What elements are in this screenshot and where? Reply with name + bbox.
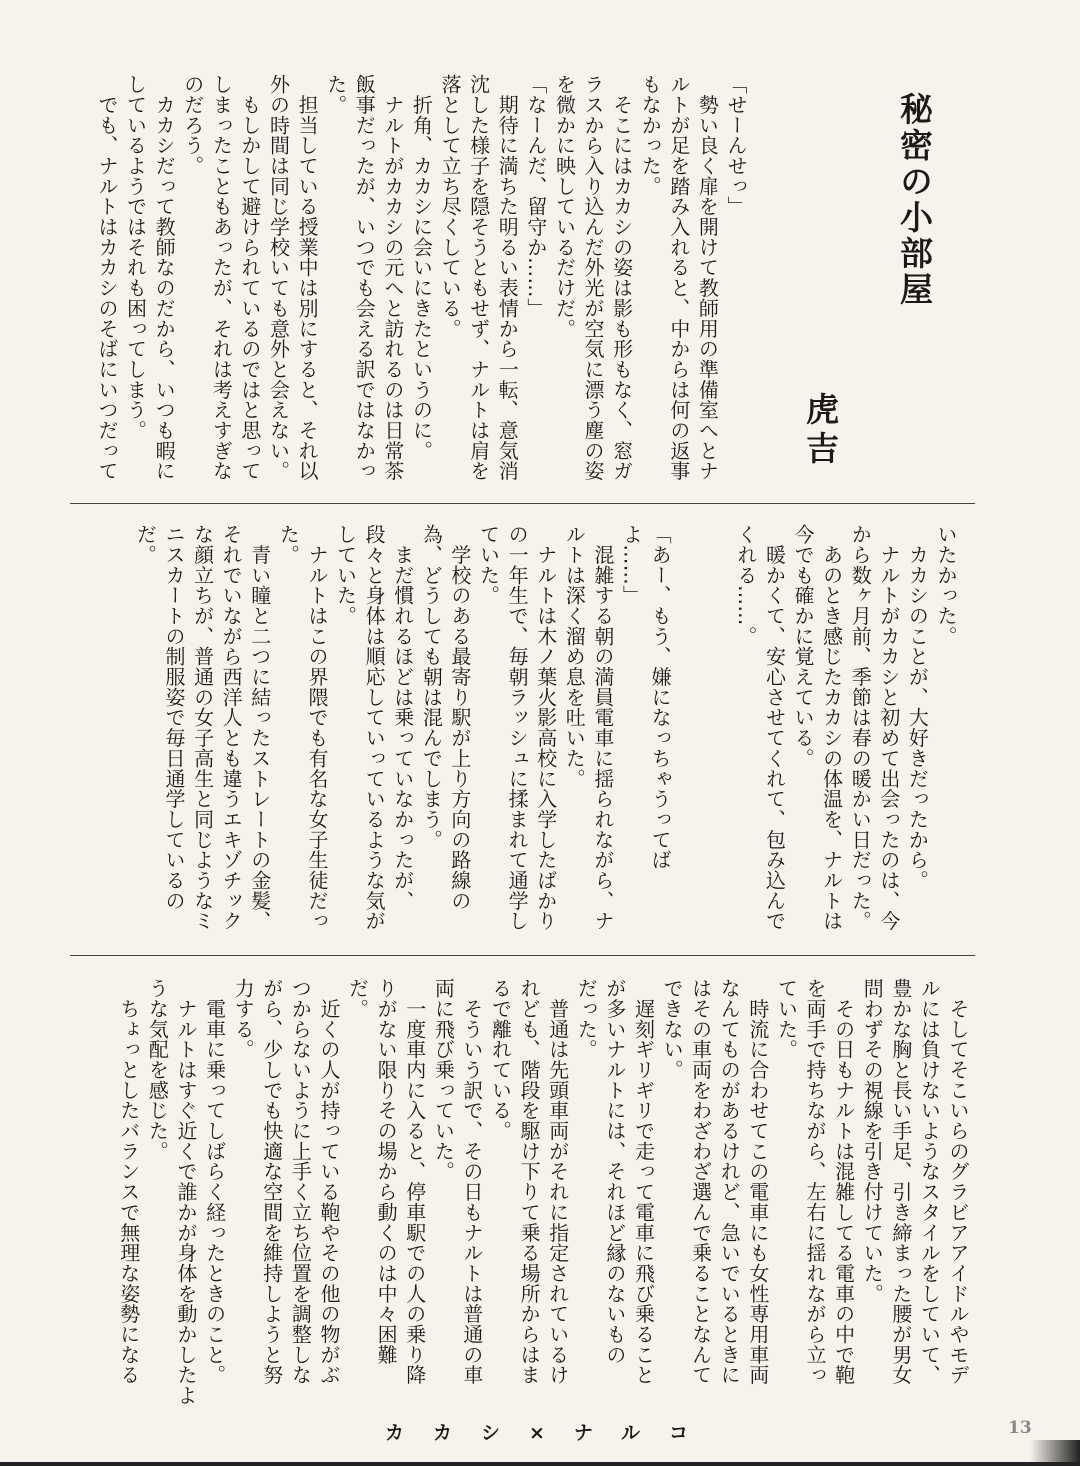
text-line: 為、どうしても朝は混んでしまう。 [419,524,444,850]
text-line: ていた。 [774,978,799,1060]
text-line: 一度車内に入ると、停車駅での人の乗り降 [402,978,427,1385]
text-line: 「あー、もう、嫌になっちゃうってば [648,524,673,870]
text-line: していた。 [333,524,358,626]
text-line: 遅刻ギリギリで走って電車に飛び乗ること [631,978,656,1385]
text-line: るで離れている。 [488,978,513,1141]
text-line: れども、階段を駆け下りて乗る場所からはま [517,978,542,1385]
text-line: それでいながら西洋人とも違うエキゾチック [219,524,244,931]
text-line: ナルトがカカシと初めて出会ったのは、今 [876,524,901,931]
text-line: ナルトは木ノ葉火影高校に入学したばかり [533,524,558,931]
text-line: なんてものがあるけれど、急いでいるときに [717,978,742,1385]
text-line: 暖かくて、安心させてくれて、包み込んで [762,524,787,931]
text-line: 折角、カカシに会いにきたというのに。 [409,74,434,461]
text-line: そういう訳で、その日もナルトは普通の車 [459,978,484,1385]
text-line: 外の時間は同じ学校いても意外と会えない。 [266,74,291,481]
text-line: 両に飛び乗っていた。 [431,978,456,1182]
text-line: 今でも確かに覚えている。 [791,524,816,769]
text-line: 近くの人が持っている鞄やその他の物がぶ [316,978,341,1385]
scan-bottom-edge [0,1462,1080,1466]
author-name: 虎吉 [801,392,840,470]
text-line: な顔立ちが、普通の女子高生と同じようなミ [190,524,215,931]
text-line: ルトが足を踏み入れると、中からは何の返事 [666,74,691,481]
text-line: もなかった。 [638,74,663,197]
text-line: を両手で持ちながら、左右に揺れながら立っ [803,978,828,1385]
text-line: 学校のある最寄り駅が上り方向の路線の [447,524,472,911]
text-line: だ。 [345,978,370,1019]
text-line: くれる……。 [733,524,758,647]
text-line: つからないように上手く立ち位置を調整しな [288,978,313,1385]
text-line: ナルトはすぐ近くで誰かが身体を動かしたよ [173,978,198,1406]
text-line: 落として立ち尽くしている。 [438,74,463,339]
section-divider [70,955,975,956]
text-line: から数ヶ月前、季節は春の暖かい日だった。 [848,524,873,931]
text-line: 飯事だったが、いつでも会える訳ではなかっ [352,74,377,481]
text-line: あのとき感じたカカシの体温を、ナルトは [819,524,844,931]
text-line: た。 [276,524,301,565]
text-line: その日もナルトは混雑してる電車の中で鞄 [831,978,856,1385]
text-line: 問わずその視線を引き付けていた。 [860,978,885,1304]
text-line: が多いナルトには、それほど縁のないもの [602,978,627,1365]
text-line: はその車両をわざわざ選んで乗ることなんて [688,978,713,1385]
text-section-middle [131,524,960,944]
text-line: 担当している授業中は別にすると、それ以 [295,74,320,481]
text-line: 混雑する朝の満員電車に揺られながら、ナ [590,524,615,931]
text-line: 豊かな胸と長い手足、引き締まった腰が男女 [888,978,913,1385]
text-line: そこにはカカシの姿は影も形もなく、窓ガ [609,74,634,481]
text-line: 普通は先頭車両がそれに指定されているけ [545,978,570,1385]
story-title: 秘密の小部屋 [895,92,934,308]
text-line: ラスから入り込んだ外光が空気に漂う塵の姿 [581,74,606,481]
text-line: もしかして避けられているのではと思って [237,74,262,481]
text-line: カカシだって教師なのだから、いつも暇に [152,74,177,481]
text-line: ナルトはこの界隈でも有名な女子生徒だっ [304,524,329,931]
text-line: だった。 [574,978,599,1060]
text-line: 時流に合わせてこの電車にも女性専用車両 [745,978,770,1385]
page-number: 13 [1008,1418,1032,1438]
text-line [674,524,703,944]
text-section-bottom [114,978,972,1406]
text-line: ナルトがカカシの元へと訪れるのは日常茶 [380,74,405,481]
text-line: ちょっとしたバランスで無理な姿勢になる [116,978,141,1385]
text-line: うな気配を感じた。 [145,978,170,1162]
section-divider [70,503,975,504]
text-line: できない。 [660,978,685,1080]
text-line: た。 [323,74,348,115]
footer-title: カカシ×ナルコ [385,1422,717,1444]
text-line: でも、ナルトはカカシのそばにいつだって [94,74,119,481]
text-line: だ。 [133,524,158,565]
text-line: を微かに映しているだけだ。 [552,74,577,339]
text-line: 沈した様子を隠そうともせず、ナルトは肩を [466,74,491,481]
text-line: ルには負けないようなスタイルをしていて、 [917,978,942,1385]
text-line: いたかった。 [934,524,958,647]
text-line: まだ慣れるほどは乗っていなかったが、 [390,524,415,911]
text-line: 「せーんせっ」 [724,74,748,217]
text-line: りがない限りその場から動くのは中々困難 [374,978,399,1365]
text-section-top [92,74,750,494]
text-line: 「なーんだ、留守か……」 [523,74,548,319]
text-line: ていた。 [476,524,501,606]
text-line: 段々と身体は順応していっているような気が [362,524,387,931]
text-line [703,524,732,944]
text-line: カカシのことが、大好きだったから。 [905,524,930,891]
text-line: 期待に満ちた明るい表情から一転、意気消 [495,74,520,481]
text-line: しているようではそれも困ってしまう。 [123,74,148,441]
text-line: がら、少しでも快適な空間を維持しようと努 [259,978,284,1385]
text-line: の一年生で、毎朝ラッシュに揉まれて通学し [505,524,530,931]
text-line: 青い瞳と二つに結ったストレートの金髪、 [247,524,272,931]
text-line: ニスカートの制服姿で毎日通学しているの [161,524,186,911]
text-line: ルトは深く溜め息を吐いた。 [562,524,587,789]
text-line: 力する。 [231,978,256,1060]
text-line: よ……」 [619,524,644,606]
text-line: 電車に乗ってしばらく経ったときのこと。 [202,978,227,1385]
text-line: しまったこともあったが、それは考えすぎな [209,74,234,481]
text-line: 勢い良く扉を開けて教師用の準備室へとナ [695,74,720,481]
text-line: のだろう。 [180,74,205,176]
text-line: そしてそこいらのグラビアアイドルやモデ [946,978,970,1385]
